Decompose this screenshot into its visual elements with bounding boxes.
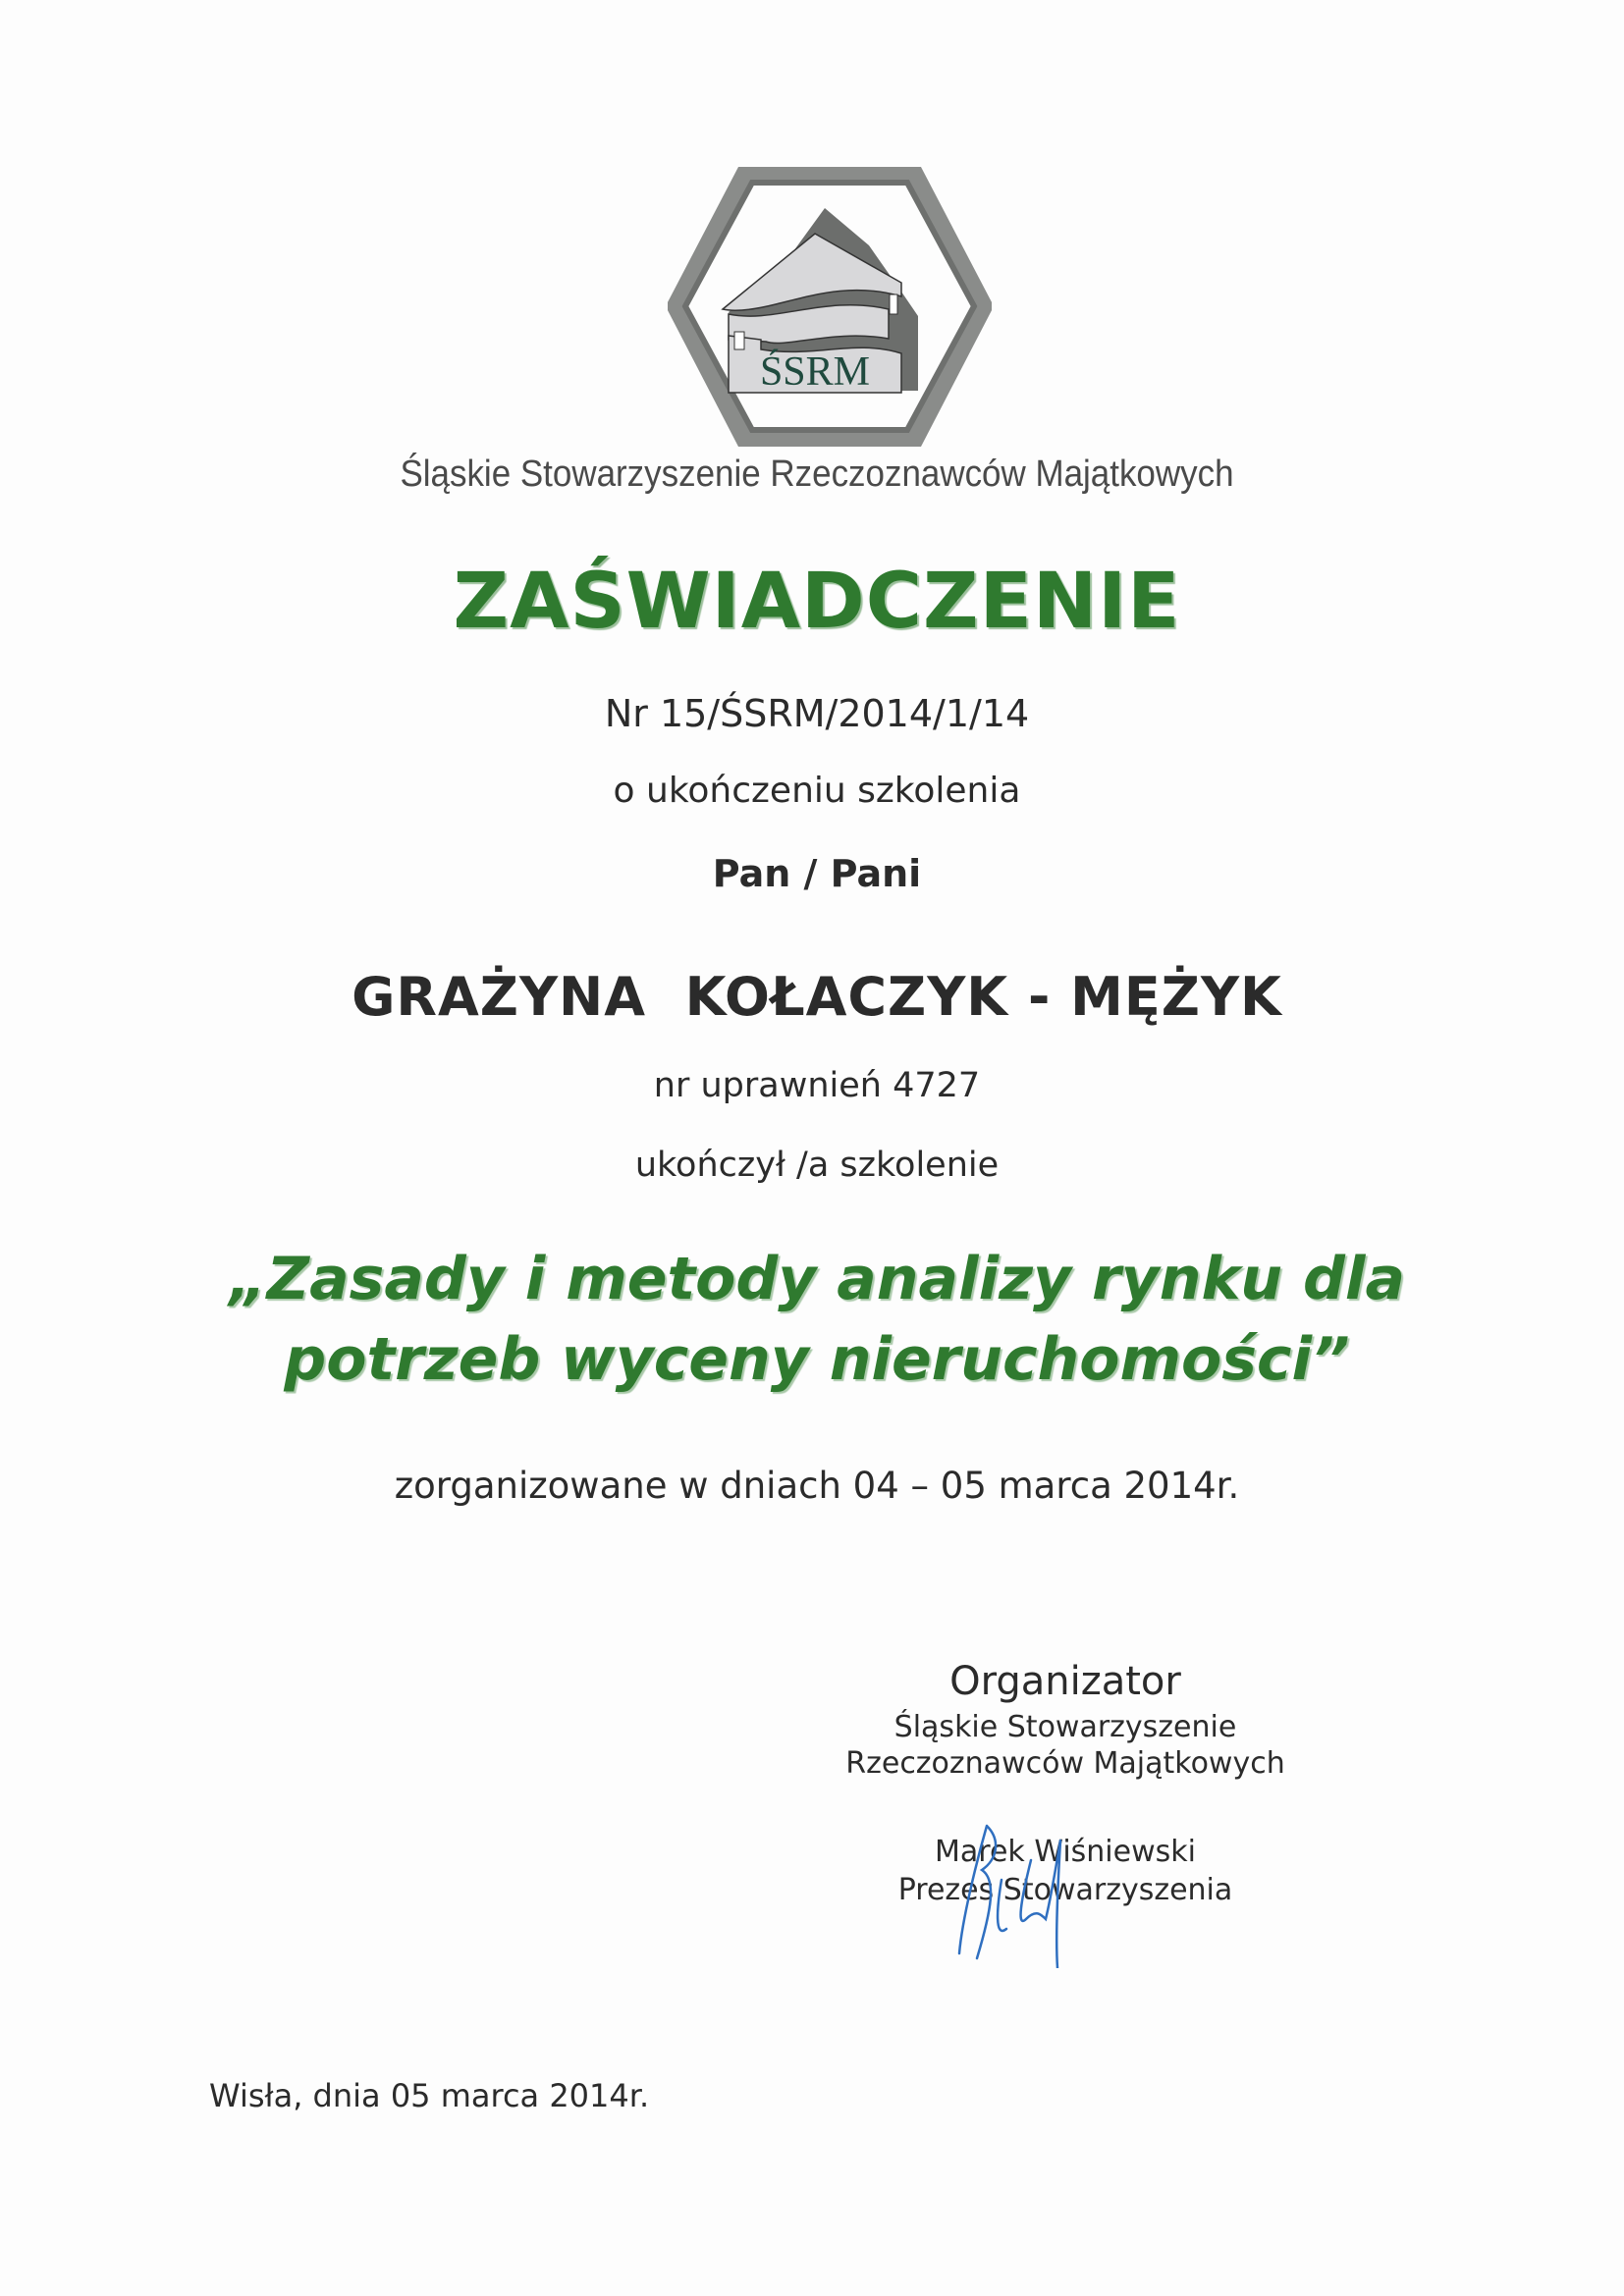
completed-text: ukończył /a szkolenie (634, 1146, 1000, 1185)
handwritten-signature (947, 1821, 1114, 1968)
certificate-number: Nr 15/ŚSRM/2014/1/14 (604, 692, 1030, 735)
license-number: nr uprawnień 4727 (653, 1066, 981, 1105)
organization-name: Śląskie Stowarzyszenie Rzeczoznawców Majątkowych (400, 454, 1234, 495)
salutation: Pan / Pani (712, 852, 922, 895)
organizer-name-line-1: Śląskie Stowarzyszenie (893, 1710, 1237, 1744)
course-dates: zorganizowane w dniach 04 – 05 marca 2014r. (394, 1465, 1240, 1507)
ssrm-logo (668, 167, 992, 447)
place-and-date: Wisła, dnia 05 marca 2014r. (209, 2077, 650, 2114)
signatory-name: Marek Wiśniewski (935, 1835, 1196, 1869)
organizer-name-line-2: Rzeczoznawców Majątkowych (845, 1746, 1285, 1781)
document-title: ZAŚWIADCZENIE (453, 558, 1181, 646)
course-title-line-2: potrzeb wyceny nieruchomości” (284, 1325, 1350, 1394)
recipient-name: GRAŻYNA KOŁACZYK - MĘŻYK (352, 966, 1282, 1028)
organizer-label: Organizator (949, 1659, 1181, 1704)
course-title-line-1: „Zasady i metody analizy rynku dla (229, 1245, 1405, 1313)
signatory-role: Prezes Stowarzyszenia (897, 1873, 1233, 1907)
logo-text: ŚSRM (759, 349, 871, 395)
certificate-subtitle: o ukończeniu szkolenia (613, 771, 1021, 811)
